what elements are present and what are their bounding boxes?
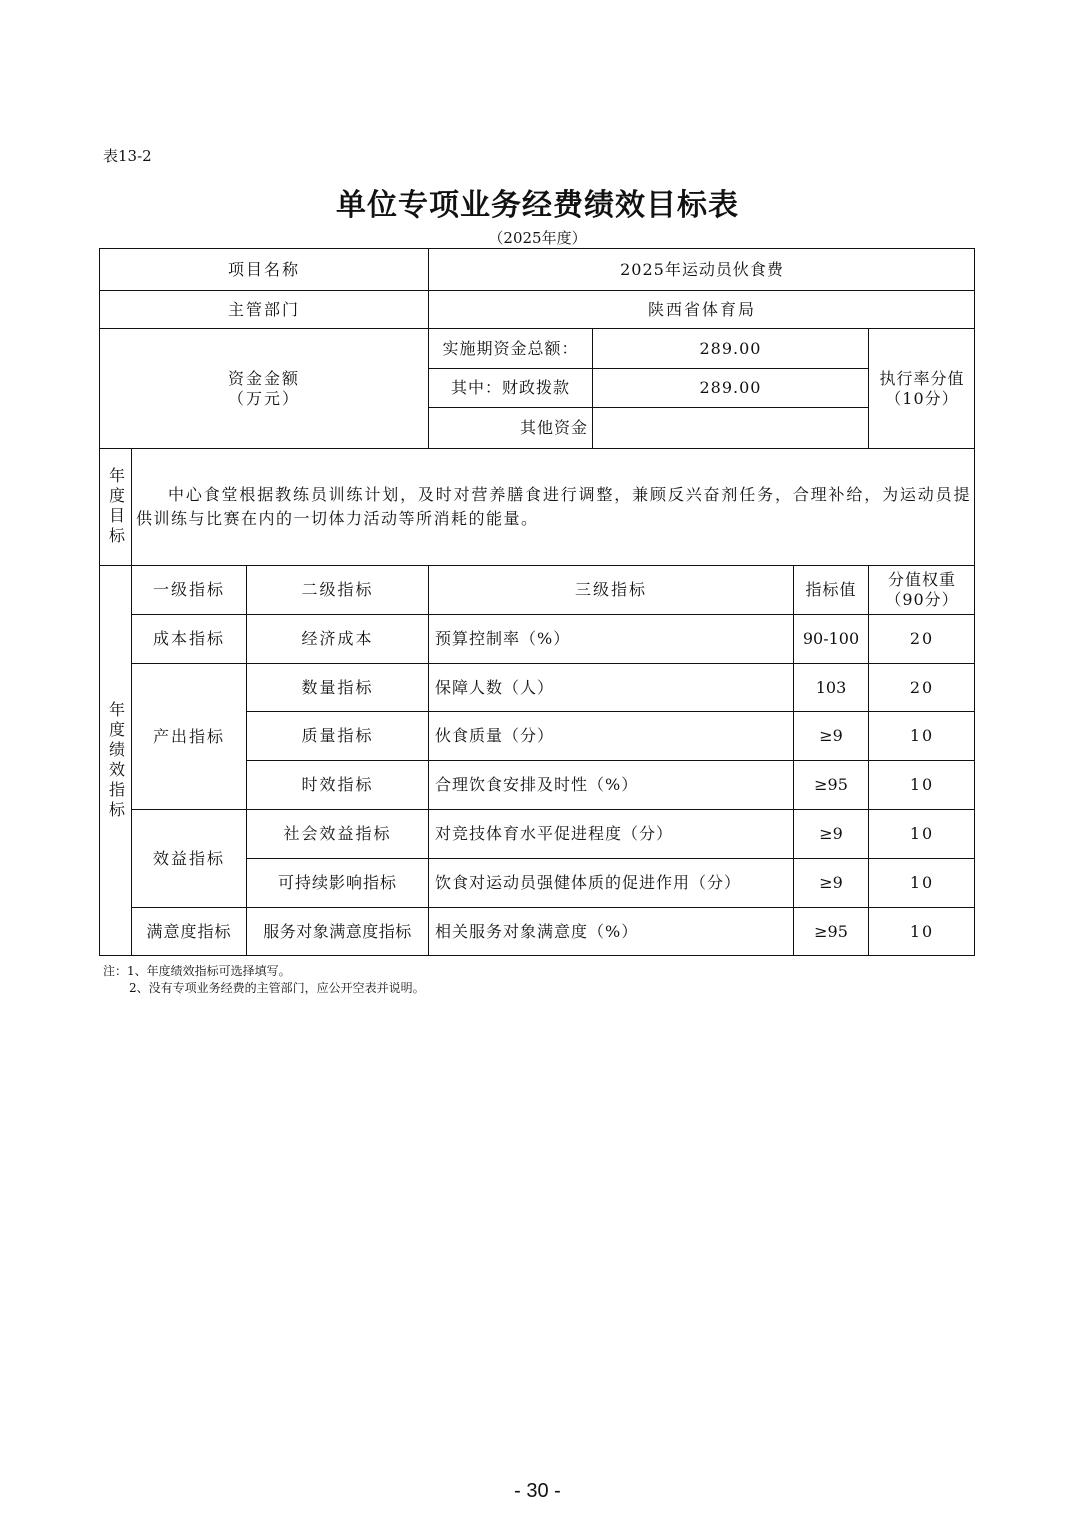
indicators-section-label: 年度绩效指标	[100, 566, 132, 955]
row-0-weight: 20	[869, 615, 975, 664]
project-name-label: 项目名称	[100, 249, 429, 291]
row-0-level3: 预算控制率（%）	[429, 615, 794, 664]
row-5-level2: 可持续影响指标	[247, 859, 429, 908]
header-weight-line2: （90分）	[885, 590, 959, 609]
row-4-weight: 10	[869, 810, 975, 859]
row-6-weight: 10	[909, 921, 935, 941]
row-2-level3: 伙食质量（分）	[429, 712, 794, 761]
annual-goal-label: 年度目标	[100, 449, 132, 566]
row-1-weight: 20	[869, 664, 975, 712]
row-4-value: ≥9	[794, 810, 869, 859]
fiscal-funds-value: 289.00	[593, 369, 869, 408]
group-output: 产出指标	[132, 664, 247, 810]
row-2-weight: 10	[869, 712, 975, 761]
page-title: 单位专项业务经费绩效目标表	[336, 188, 739, 223]
execution-rate-line1: 执行率分值	[879, 368, 965, 388]
footnote-2: 2、没有专项业务经费的主管部门，应公开空表并说明。	[129, 981, 425, 995]
group-cost: 成本指标	[132, 615, 247, 664]
row-5-level3: 饮食对运动员强健体质的促进作用（分）	[429, 859, 794, 908]
total-funds-value: 289.00	[593, 329, 869, 369]
row-1-level2: 数量指标	[247, 664, 429, 712]
row-2-value: ≥9	[794, 712, 869, 761]
row-3-level2: 时效指标	[247, 761, 429, 810]
project-name-value: 2025年运动员伙食费	[429, 249, 975, 291]
header-level3: 三级指标	[429, 566, 794, 615]
header-level1: 一级指标	[132, 566, 247, 615]
row-2-level2: 质量指标	[247, 712, 429, 761]
row-0-value: 90-100	[794, 615, 869, 664]
funds-label-line1: 资金金额	[227, 368, 300, 388]
department-value: 陕西省体育局	[429, 291, 975, 329]
fiscal-year: （2025年度）	[488, 229, 587, 247]
row-6-value: ≥95	[794, 908, 869, 955]
execution-rate-line2: （10分）	[885, 388, 959, 408]
performance-table	[99, 248, 975, 956]
funds-label-line2: （万元）	[227, 388, 300, 408]
group-satisfaction: 满意度指标	[132, 908, 247, 955]
row-3-value: ≥95	[794, 761, 869, 810]
department-label: 主管部门	[100, 291, 429, 329]
row-4-level3: 对竞技体育水平促进程度（分）	[429, 810, 794, 859]
row-3-weight: 10	[869, 761, 975, 810]
row-5-value: ≥9	[794, 859, 869, 908]
header-weight	[869, 566, 975, 615]
other-funds-value	[593, 408, 869, 449]
annual-goal-text: 中心食堂根据教练员训练计划，及时对营养膳食进行调整，兼顾反兴奋剂任务，合理补给，为运动员提供训练与比赛在内的一切体力活动等所消耗的能量。	[132, 449, 975, 566]
row-5-weight: 10	[869, 859, 975, 908]
execution-rate-score	[869, 329, 975, 449]
footnotes	[103, 963, 425, 997]
fiscal-funds-label: 其中：财政拨款	[429, 369, 593, 408]
footnote-1: 注：1、年度绩效指标可选择填写。	[103, 964, 291, 978]
row-1-value: 103	[794, 664, 869, 712]
page-number: - 30 -	[514, 1480, 561, 1502]
header-weight-line1: 分值权重	[887, 570, 956, 589]
table-number: 表13-2	[103, 147, 152, 165]
header-level2: 二级指标	[247, 566, 429, 615]
row-6-level3: 相关服务对象满意度（%）	[429, 908, 794, 955]
row-1-level3: 保障人数（人）	[429, 664, 794, 712]
header-value: 指标值	[794, 566, 869, 615]
row-6-level2: 服务对象满意度指标	[247, 908, 429, 955]
other-funds-label: 其他资金	[429, 408, 593, 449]
total-funds-label: 实施期资金总额：	[429, 329, 593, 369]
funds-label	[100, 329, 429, 449]
group-benefit: 效益指标	[132, 810, 247, 908]
row-0-level2: 经济成本	[247, 615, 429, 664]
row-3-level3: 合理饮食安排及时性（%）	[429, 761, 794, 810]
row-4-level2: 社会效益指标	[247, 810, 429, 859]
